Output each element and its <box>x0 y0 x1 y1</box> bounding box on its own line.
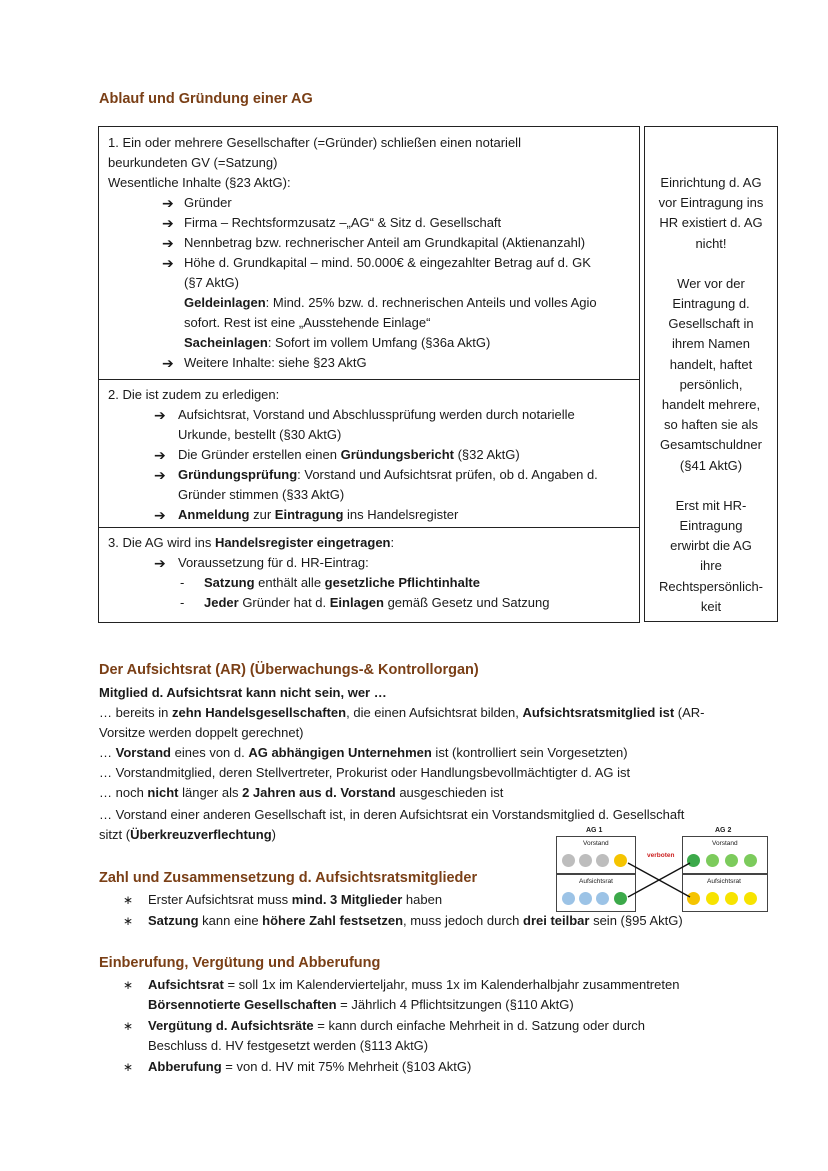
step2-bullet-cont: Gründer stimmen (§33 AktG) <box>178 487 345 502</box>
arrow-icon: ➔ <box>162 235 174 251</box>
sacheinlagen-line: Sacheinlagen: Sofort im vollem Umfang (§36a AktG) <box>184 335 491 350</box>
step3-bullet: Voraussetzung für d. HR-Eintrag: <box>178 555 369 570</box>
side-line: Gesamtschuldner <box>660 437 762 453</box>
asterisk-icon: ∗ <box>123 893 134 907</box>
side-line: Rechtspersönlich- <box>658 578 764 594</box>
section-title-aufsichtsrat: Der Aufsichtsrat (AR) (Überwachungs-& Kontrollorgan) <box>99 662 479 678</box>
member-dot <box>579 854 592 867</box>
exclusion-line: … bereits in zehn Handelsgesellschaften, die einen Aufsichtsrat bilden, Aufsichtsratsmitglied ist (AR- <box>99 705 705 720</box>
member-dot <box>744 854 757 867</box>
arrow-icon: ➔ <box>162 215 174 231</box>
exclusion-line-cont: sitzt (Überkreuzverflechtung) <box>99 827 276 842</box>
step1-bullet: Höhe d. Grundkapital – mind. 50.000€ & eingezahlter Betrag auf d. GK <box>184 255 591 270</box>
member-dot <box>744 892 757 905</box>
member-dot <box>596 854 609 867</box>
step3-line: 3. Die AG wird ins Handelsregister eingetragen: <box>108 535 395 550</box>
member-dot <box>596 892 609 905</box>
exclusion-line: … Vorstand einer anderen Gesellschaft ist, in deren Aufsichtsrat ein Vorstandsmitglied d. Gesellschaft <box>99 807 685 822</box>
side-line: Eintragung <box>679 518 743 534</box>
zahl-bullet: Erster Aufsichtsrat muss mind. 3 Mitglieder haben <box>148 892 443 907</box>
arrow-icon: ➔ <box>162 195 174 211</box>
side-line: Erst mit HR- <box>675 497 747 513</box>
aufsichtsrat-label: Aufsichtsrat <box>707 878 741 885</box>
einberufung-bullet-cont: Börsennotierte Gesellschaften = Jährlich 4 Pflichtsitzungen (§110 AktG) <box>148 997 574 1012</box>
step2-bullet-cont: Urkunde, bestellt (§30 AktG) <box>178 427 342 442</box>
einberufung-bullet: Vergütung d. Aufsichtsräte = kann durch einfache Mehrheit in d. Satzung oder durch <box>148 1018 646 1033</box>
side-line: handelt mehrere, <box>661 397 761 413</box>
side-line: ihrem Namen <box>671 336 751 352</box>
vorstand-label: Vorstand <box>712 840 738 847</box>
arrow-icon: ➔ <box>162 255 174 271</box>
step2-bullet: Die Gründer erstellen einen Gründungsbericht (§32 AktG) <box>178 447 520 462</box>
member-dot <box>562 892 575 905</box>
dash-icon: - <box>180 575 185 590</box>
step1-bullet: Weitere Inhalte: siehe §23 AktG <box>184 355 367 370</box>
arrow-icon: ➔ <box>154 555 166 571</box>
arrow-icon: ➔ <box>162 355 174 371</box>
side-line: persönlich, <box>679 376 743 392</box>
step2-line: 2. Die ist zudem zu erledigen: <box>108 387 280 402</box>
side-line: Gesellschaft in <box>668 316 754 332</box>
asterisk-icon: ∗ <box>123 978 134 992</box>
step1-bullet: Gründer <box>184 195 232 210</box>
asterisk-icon: ∗ <box>123 1019 134 1033</box>
arrow-icon: ➔ <box>154 447 166 463</box>
aufsichtsrat-label: Aufsichtsrat <box>579 878 613 885</box>
section-title-zahl: Zahl und Zusammensetzung d. Aufsichtsratsmitglieder <box>99 870 478 886</box>
step2-bullet: Anmeldung zur Eintragung ins Handelsregister <box>178 507 459 522</box>
step3-subbullet: Satzung enthält alle gesetzliche Pflichtinhalte <box>204 575 480 590</box>
geldeinlagen-line: Geldeinlagen: Mind. 25% bzw. d. rechnerischen Anteils und volles Agio <box>184 295 597 310</box>
diagram-label-ag1: AG 1 <box>586 827 603 834</box>
side-line: HR existiert d. AG <box>659 215 763 231</box>
member-dot <box>706 854 719 867</box>
step3-subbullet: Jeder Gründer hat d. Einlagen gemäß Gesetz und Satzung <box>204 595 550 610</box>
step1-bullet: Firma – Rechtsformzusatz –„AG“ & Sitz d. Gesellschaft <box>184 215 502 230</box>
member-dot <box>706 892 719 905</box>
exclusion-line: … Vorstand eines von d. AG abhängigen Unternehmen ist (kontrolliert sein Vorgesetzten) <box>99 745 628 760</box>
side-line: Eintragung d. <box>672 296 750 312</box>
asterisk-icon: ∗ <box>123 914 134 928</box>
step1-bullet-cont: (§7 AktG) <box>184 275 239 290</box>
arrow-icon: ➔ <box>154 407 166 423</box>
member-dot <box>725 892 738 905</box>
member-dot <box>725 854 738 867</box>
side-line: ihre <box>700 558 722 574</box>
step1-line: 1. Ein oder mehrere Gesellschafter (=Gründer) schließen einen notariell <box>108 135 521 150</box>
step1-line: beurkundeten GV (=Satzung) <box>108 155 278 170</box>
zahl-bullet: Satzung kann eine höhere Zahl festsetzen, muss jedoch durch drei teilbar sein (§95 AktG) <box>148 913 683 928</box>
member-dot <box>579 892 592 905</box>
side-line: vor Eintragung ins <box>658 195 764 211</box>
step1-bullet: Nennbetrag bzw. rechnerischer Anteil am Grundkapital (Aktienanzahl) <box>184 235 586 250</box>
side-line: erwirbt die AG <box>670 538 752 554</box>
step2-bullet: Aufsichtsrat, Vorstand und Abschlussprüfung werden durch notarielle <box>178 407 575 422</box>
cross-arrows <box>620 855 700 905</box>
geldeinlagen-line-cont: sofort. Rest ist eine „Ausstehende Einlage“ <box>184 315 431 330</box>
step1-line: Wesentliche Inhalte (§23 AktG): <box>108 175 291 190</box>
side-line: Einrichtung d. AG <box>660 175 762 190</box>
vorstand-label: Vorstand <box>583 840 609 847</box>
asterisk-icon: ∗ <box>123 1060 134 1074</box>
verboten-label: verboten <box>647 852 675 859</box>
dash-icon: - <box>180 595 185 610</box>
einberufung-bullet: Abberufung = von d. HV mit 75% Mehrheit (§103 AktG) <box>148 1059 472 1074</box>
side-line: Wer vor der <box>677 275 745 291</box>
side-line: so haften sie als <box>664 417 758 433</box>
side-line: (§41 AktG) <box>679 457 743 473</box>
side-line: nicht! <box>695 235 727 251</box>
section-subtitle: Mitglied d. Aufsichtsrat kann nicht sein, wer … <box>99 685 387 700</box>
side-note-box <box>644 126 778 622</box>
einberufung-bullet-cont: Beschluss d. HV festgesetzt werden (§113 AktG) <box>148 1038 429 1053</box>
section-title-einberufung: Einberufung, Vergütung und Abberufung <box>99 955 381 971</box>
member-dot <box>562 854 575 867</box>
diagram-label-ag2: AG 2 <box>715 827 732 834</box>
side-line: handelt, haftet <box>669 356 753 372</box>
side-line: keit <box>700 598 722 614</box>
section-title-ablauf: Ablauf und Gründung einer AG <box>99 91 313 107</box>
einberufung-bullet: Aufsichtsrat = soll 1x im Kalendervierteljahr, muss 1x im Kalenderhalbjahr zusammentreten <box>148 977 680 992</box>
exclusion-line: … noch nicht länger als 2 Jahren aus d. Vorstand ausgeschieden ist <box>99 785 504 800</box>
arrow-icon: ➔ <box>154 507 166 523</box>
arrow-icon: ➔ <box>154 467 166 483</box>
exclusion-line: … Vorstandmitglied, deren Stellvertreter, Prokurist oder Handlungsbevollmächtigter d. AG ist <box>99 765 631 780</box>
step2-bullet: Gründungsprüfung: Vorstand und Aufsichtsrat prüfen, ob d. Angaben d. <box>178 467 598 482</box>
exclusion-line-cont: Vorsitze werden doppelt gerechnet) <box>99 725 304 740</box>
